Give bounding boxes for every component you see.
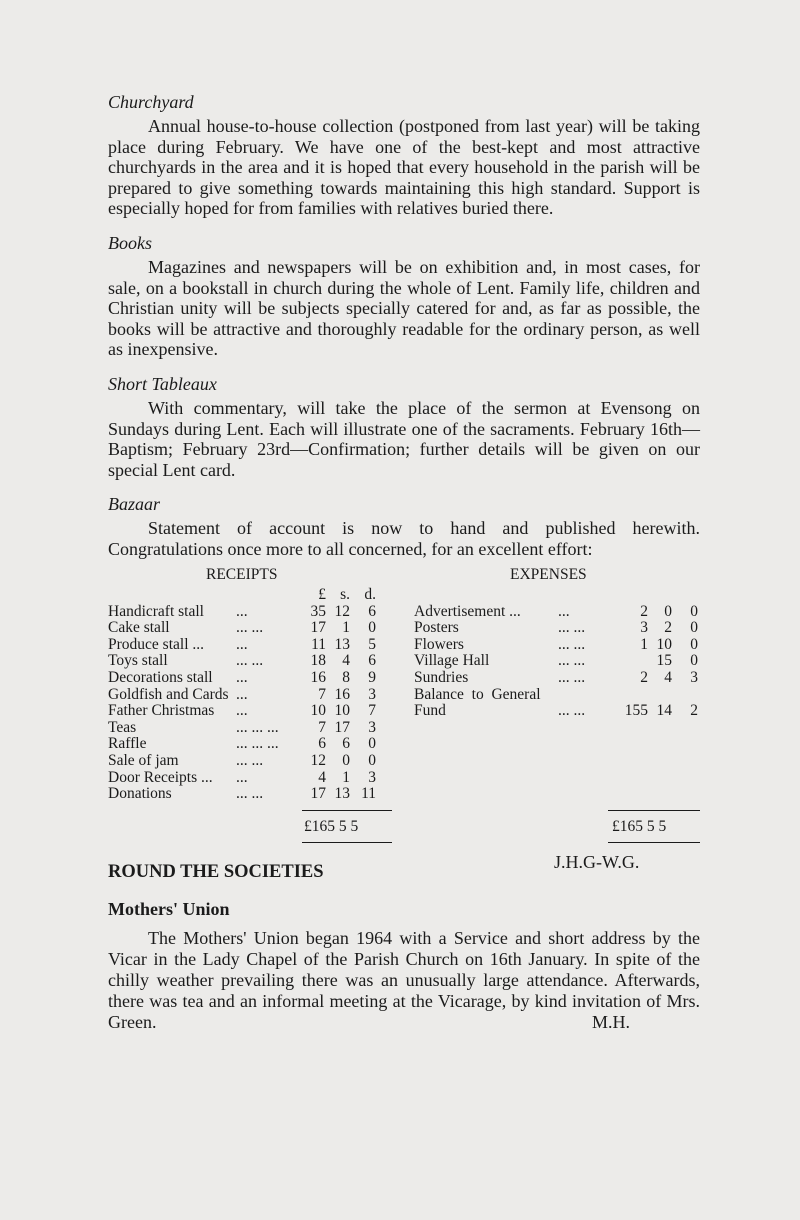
row-leader-dots: ...: [236, 635, 248, 653]
row-leader-dots: ...: [236, 602, 248, 620]
row-leader-dots: ... ...: [558, 668, 586, 686]
row-amount-shillings: 4: [664, 668, 672, 686]
row-amount-pounds: 17: [310, 619, 326, 637]
row-amount-pence: 6: [368, 602, 376, 620]
row-amount-shillings: 15: [656, 652, 672, 670]
row-leader-dots: ... ... ...: [236, 735, 279, 753]
row-amount-pence: 3: [368, 685, 376, 703]
row-amount-pounds: 4: [318, 768, 326, 786]
row-label: Raffle: [108, 735, 147, 753]
row-amount-pounds: 7: [318, 685, 326, 703]
row-label: Cake stall: [108, 619, 170, 637]
row-amount-pence: 9: [368, 668, 376, 686]
account-row: [414, 619, 704, 636]
row-label: Door Receipts ...: [108, 768, 213, 786]
row-amount-pence: 0: [690, 635, 698, 653]
row-label: Fund: [414, 702, 446, 720]
account-row: [108, 619, 398, 636]
row-amount-shillings: 14: [656, 702, 672, 720]
row-leader-dots: ... ...: [558, 619, 586, 637]
row-leader-dots: ... ...: [236, 785, 264, 803]
row-amount-shillings: 16: [334, 685, 350, 703]
row-leader-dots: ... ...: [558, 702, 586, 720]
row-label: Advertisement ...: [414, 602, 521, 620]
row-amount-pounds: 18: [310, 652, 326, 670]
row-leader-dots: ...: [558, 602, 570, 620]
row-label: Toys stall: [108, 652, 168, 670]
row-amount-shillings: 4: [342, 652, 350, 670]
row-amount-shillings: 13: [334, 785, 350, 803]
receipts-total: £165 5 5: [304, 817, 359, 835]
row-amount-pence: 5: [368, 635, 376, 653]
account-row: [108, 735, 398, 752]
section-short-tableaux: [108, 374, 700, 480]
account-row: [108, 752, 398, 769]
row-leader-dots: ... ... ...: [236, 718, 279, 736]
row-amount-shillings: 6: [342, 735, 350, 753]
row-label: Sale of jam: [108, 751, 179, 769]
account-row: [414, 702, 704, 719]
row-amount-shillings: 0: [342, 751, 350, 769]
account-row: [108, 603, 398, 620]
row-amount-pence: 0: [690, 652, 698, 670]
row-amount-pounds: 6: [318, 735, 326, 753]
row-amount-shillings: 12: [334, 602, 350, 620]
row-amount-shillings: 8: [342, 668, 350, 686]
row-label: Village Hall: [414, 652, 490, 670]
units-row: [108, 586, 398, 603]
row-label: Sundries: [414, 668, 469, 686]
row-leader-dots: ... ...: [558, 652, 586, 670]
row-label: Father Christmas: [108, 702, 215, 720]
row-leader-dots: ... ...: [236, 619, 264, 637]
row-amount-pence: 3: [368, 718, 376, 736]
receipts-rule-bottom: [302, 842, 392, 843]
row-amount-pence: 0: [690, 602, 698, 620]
row-label: Posters: [414, 619, 459, 637]
row-amount-pence: 3: [368, 768, 376, 786]
row-amount-pounds: 155: [624, 702, 648, 720]
section-heading: Bazaar: [108, 494, 161, 515]
mothers-union-text: The Mothers' Union began 1964 with a Service and short address by the Vicar in the Lady Chapel of the Parish Church on 16th January. In spite of the chilly weather prevailing there was an unusually large attendance. Afterwards, there was tea and an informal meeting at the Vicarage, by kind invitation of Mrs. Green.: [108, 927, 700, 1032]
row-amount-shillings: 2: [664, 619, 672, 637]
expenses-rule-bottom: [608, 842, 700, 843]
row-amount-pounds: 2: [640, 668, 648, 686]
account-row: [108, 769, 398, 786]
account-row: [108, 719, 398, 736]
row-amount-pence: 6: [368, 652, 376, 670]
account-row: [414, 603, 704, 620]
section-heading: Short Tableaux: [108, 373, 217, 394]
account-row: [414, 636, 704, 653]
row-leader-dots: ...: [236, 668, 248, 686]
section-bazaar: [108, 494, 700, 559]
row-amount-pence: 11: [361, 785, 376, 803]
section-churchyard: [108, 92, 700, 219]
row-amount-shillings: 0: [664, 602, 672, 620]
row-amount-shillings: 10: [656, 635, 672, 653]
row-amount-pounds: 10: [310, 702, 326, 720]
document-page: [108, 92, 700, 1033]
unit-shillings: s.: [340, 585, 350, 603]
row-amount-pence: 2: [690, 702, 698, 720]
account-row: [108, 686, 398, 703]
row-label: Donations: [108, 785, 172, 803]
row-amount-pounds: 1: [640, 635, 648, 653]
section-heading: Churchyard: [108, 92, 194, 112]
account-row: [108, 652, 398, 669]
row-leader-dots: ... ...: [236, 652, 264, 670]
row-amount-pounds: 17: [310, 785, 326, 803]
row-leader-dots: ...: [236, 768, 248, 786]
row-leader-dots: ...: [236, 702, 248, 720]
row-amount-shillings: 17: [334, 718, 350, 736]
expenses-rule-top: [608, 810, 700, 811]
row-leader-dots: ...: [236, 685, 248, 703]
societies-subheading: Mothers' Union: [108, 898, 230, 919]
section-books: [108, 233, 700, 360]
account-row: [108, 636, 398, 653]
row-leader-dots: ... ...: [558, 635, 586, 653]
row-amount-pounds: 16: [310, 668, 326, 686]
row-label: Balance to General: [414, 685, 541, 703]
row-amount-pence: 0: [690, 619, 698, 637]
row-amount-pence: 0: [368, 735, 376, 753]
row-amount-pence: 7: [368, 702, 376, 720]
mothers-union-section: [108, 928, 700, 1033]
account-signature: J.H.G-W.G.: [554, 851, 640, 872]
account-row: [108, 702, 398, 719]
row-amount-pounds: 12: [310, 751, 326, 769]
row-amount-pence: 3: [690, 668, 698, 686]
account-row: [108, 785, 398, 802]
row-amount-pence: 0: [368, 751, 376, 769]
row-amount-pounds: 35: [310, 602, 326, 620]
row-label: Decorations stall: [108, 668, 213, 686]
row-label: Handicraft stall: [108, 602, 204, 620]
receipts-heading: RECEIPTS: [206, 565, 278, 583]
receipts-rule-top: [302, 810, 392, 811]
account-row: [414, 686, 704, 703]
expenses-total: £165 5 5: [612, 817, 667, 835]
row-label: Produce stall ...: [108, 635, 204, 653]
row-amount-shillings: 1: [342, 768, 350, 786]
mothers-union-signature: M.H.: [591, 1011, 630, 1032]
row-amount-shillings: 13: [334, 635, 350, 653]
section-text: Statement of account is now to hand and published herewith. Congratulations once more to all concerned, for an excellent effort:: [108, 518, 700, 559]
section-text: With commentary, will take the place of the sermon at Evensong on Sundays during Lent. Each will illustrate one of the sacraments. February 16th—Baptism; February 23rd—Confirmation; further details will be given on our special Lent card.: [108, 397, 700, 480]
row-amount-pence: 0: [368, 619, 376, 637]
row-amount-pounds: 2: [640, 602, 648, 620]
expenses-heading: EXPENSES: [510, 565, 587, 583]
row-label: Goldfish and Cards: [108, 685, 229, 703]
account-row: [414, 669, 704, 686]
row-amount-shillings: 1: [342, 619, 350, 637]
societies-heading: ROUND THE SOCIETIES: [108, 861, 324, 882]
section-heading: Books: [108, 232, 152, 253]
unit-pence: d.: [364, 585, 376, 603]
row-amount-pounds: 7: [318, 718, 326, 736]
account-row: [108, 669, 398, 686]
row-label: Flowers: [414, 635, 464, 653]
unit-pounds: £: [318, 585, 326, 603]
row-amount-pounds: 11: [311, 635, 326, 653]
section-text: Annual house-to-house collection (postponed from last year) will be taking place during February. We have one of the best-kept and most attractive churchyards in the area and it is hoped that every household in the parish will be prepared to give something towards maintaining this high standard. Support is especially hoped for from families with relatives buried there.: [108, 116, 700, 219]
row-amount-shillings: 10: [334, 702, 350, 720]
account-row: [414, 652, 704, 669]
row-label: Teas: [108, 718, 137, 736]
section-text: Magazines and newspapers will be on exhibition and, in most cases, for sale, on a bookstall in church during the whole of Lent. Family life, children and Christian unity will be subjects specially catered for and, as far as possible, the books will be attractive and thoroughly readable for the ordinary person, as well as inexpensive.: [108, 256, 700, 360]
row-leader-dots: ... ...: [236, 751, 264, 769]
row-amount-pounds: 3: [640, 619, 648, 637]
